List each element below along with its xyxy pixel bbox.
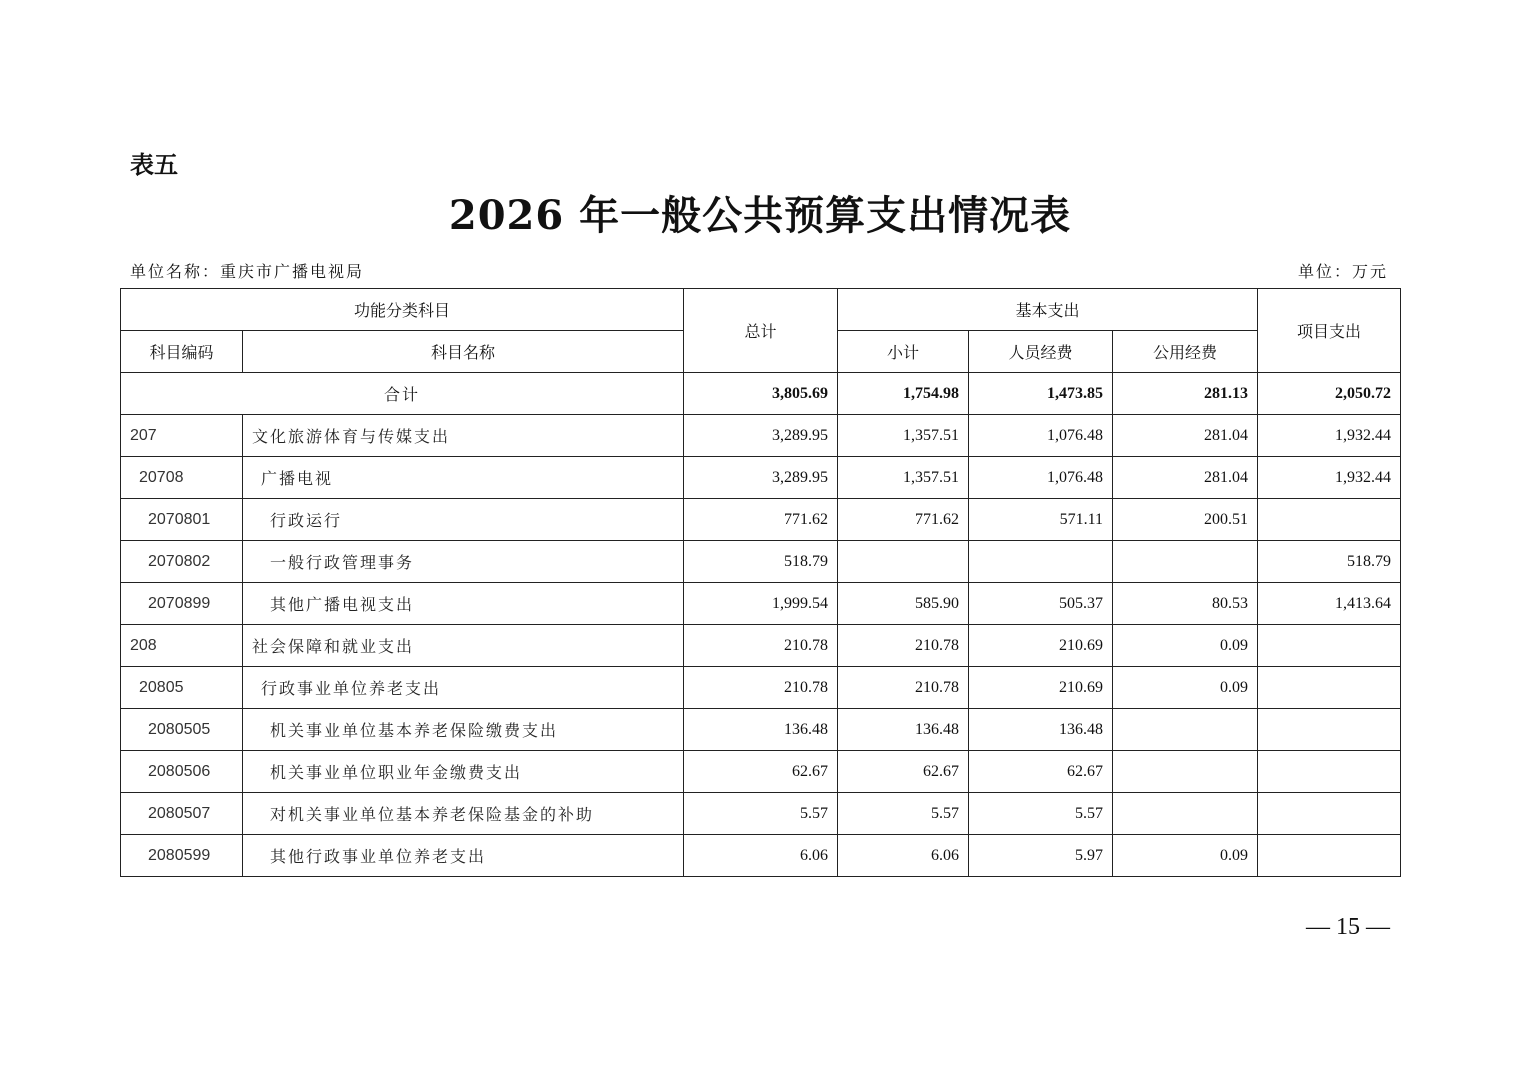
row-total: 771.62 bbox=[684, 499, 838, 541]
row-subtotal: 210.78 bbox=[838, 625, 969, 667]
row-code: 2070801 bbox=[121, 499, 243, 541]
row-code: 208 bbox=[121, 625, 243, 667]
row-name: 对机关事业单位基本养老保险基金的补助 bbox=[243, 793, 684, 835]
row-subtotal: 6.06 bbox=[838, 835, 969, 877]
header-basic-expenditure: 基本支出 bbox=[838, 289, 1258, 331]
row-project: 1,932.44 bbox=[1258, 457, 1401, 499]
header-total: 总计 bbox=[684, 289, 838, 373]
row-public: 0.09 bbox=[1113, 835, 1258, 877]
table-row bbox=[121, 751, 1401, 793]
row-personnel: 5.97 bbox=[969, 835, 1113, 877]
total-row bbox=[121, 373, 1401, 415]
row-public: 0.09 bbox=[1113, 625, 1258, 667]
row-personnel: 571.11 bbox=[969, 499, 1113, 541]
total-subtotal: 1,754.98 bbox=[838, 373, 969, 415]
row-total: 210.78 bbox=[684, 667, 838, 709]
header-functional-category: 功能分类科目 bbox=[121, 289, 684, 331]
row-subtotal bbox=[838, 541, 969, 583]
row-total: 518.79 bbox=[684, 541, 838, 583]
row-code: 20708 bbox=[121, 457, 243, 499]
row-total: 3,289.95 bbox=[684, 457, 838, 499]
row-total: 5.57 bbox=[684, 793, 838, 835]
header-subtotal: 小计 bbox=[838, 331, 969, 373]
row-project: 1,932.44 bbox=[1258, 415, 1401, 457]
row-public bbox=[1113, 751, 1258, 793]
row-code: 2070899 bbox=[121, 583, 243, 625]
table-row bbox=[121, 583, 1401, 625]
row-code: 20805 bbox=[121, 667, 243, 709]
table-row bbox=[121, 835, 1401, 877]
table-label: 表五 bbox=[130, 151, 178, 179]
row-name: 一般行政管理事务 bbox=[243, 541, 684, 583]
row-project bbox=[1258, 625, 1401, 667]
row-project bbox=[1258, 709, 1401, 751]
unit-name: 单位名称：重庆市广播电视局 bbox=[130, 262, 365, 281]
row-subtotal: 585.90 bbox=[838, 583, 969, 625]
row-subtotal: 136.48 bbox=[838, 709, 969, 751]
row-total: 1,999.54 bbox=[684, 583, 838, 625]
row-public: 281.04 bbox=[1113, 415, 1258, 457]
row-total: 6.06 bbox=[684, 835, 838, 877]
row-name: 机关事业单位职业年金缴费支出 bbox=[243, 751, 684, 793]
row-public bbox=[1113, 541, 1258, 583]
header-name: 科目名称 bbox=[243, 331, 684, 373]
row-project bbox=[1258, 793, 1401, 835]
header-public: 公用经费 bbox=[1113, 331, 1258, 373]
row-code: 2070802 bbox=[121, 541, 243, 583]
row-project: 1,413.64 bbox=[1258, 583, 1401, 625]
row-total: 3,289.95 bbox=[684, 415, 838, 457]
row-total: 210.78 bbox=[684, 625, 838, 667]
row-personnel: 210.69 bbox=[969, 667, 1113, 709]
row-name: 文化旅游体育与传媒支出 bbox=[243, 415, 684, 457]
row-project bbox=[1258, 835, 1401, 877]
row-personnel: 62.67 bbox=[969, 751, 1113, 793]
row-name: 其他广播电视支出 bbox=[243, 583, 684, 625]
row-code: 207 bbox=[121, 415, 243, 457]
row-public: 80.53 bbox=[1113, 583, 1258, 625]
row-subtotal: 771.62 bbox=[838, 499, 969, 541]
row-personnel: 5.57 bbox=[969, 793, 1113, 835]
row-personnel: 1,076.48 bbox=[969, 415, 1113, 457]
table-row bbox=[121, 667, 1401, 709]
page-number: — 15 — bbox=[1306, 914, 1390, 940]
row-personnel: 210.69 bbox=[969, 625, 1113, 667]
row-public: 200.51 bbox=[1113, 499, 1258, 541]
row-code: 2080505 bbox=[121, 709, 243, 751]
row-name: 广播电视 bbox=[243, 457, 684, 499]
row-project: 518.79 bbox=[1258, 541, 1401, 583]
row-personnel bbox=[969, 541, 1113, 583]
row-project bbox=[1258, 751, 1401, 793]
row-name: 行政运行 bbox=[243, 499, 684, 541]
total-total: 3,805.69 bbox=[684, 373, 838, 415]
table-row bbox=[121, 709, 1401, 751]
total-personnel: 1,473.85 bbox=[969, 373, 1113, 415]
row-public bbox=[1113, 709, 1258, 751]
row-personnel: 1,076.48 bbox=[969, 457, 1113, 499]
header-personnel: 人员经费 bbox=[969, 331, 1113, 373]
row-name: 其他行政事业单位养老支出 bbox=[243, 835, 684, 877]
table-row bbox=[121, 415, 1401, 457]
row-public: 281.04 bbox=[1113, 457, 1258, 499]
row-public: 0.09 bbox=[1113, 667, 1258, 709]
total-project: 2,050.72 bbox=[1258, 373, 1401, 415]
total-label: 合计 bbox=[121, 373, 684, 415]
budget-table bbox=[120, 288, 1401, 877]
row-code: 2080507 bbox=[121, 793, 243, 835]
currency-unit: 单位：万元 bbox=[1297, 262, 1388, 281]
row-total: 136.48 bbox=[684, 709, 838, 751]
header-project-expenditure: 项目支出 bbox=[1258, 289, 1401, 373]
row-subtotal: 210.78 bbox=[838, 667, 969, 709]
row-code: 2080506 bbox=[121, 751, 243, 793]
row-subtotal: 1,357.51 bbox=[838, 457, 969, 499]
row-public bbox=[1113, 793, 1258, 835]
row-personnel: 136.48 bbox=[969, 709, 1113, 751]
row-name: 行政事业单位养老支出 bbox=[243, 667, 684, 709]
header-code: 科目编码 bbox=[121, 331, 243, 373]
row-project bbox=[1258, 499, 1401, 541]
row-name: 社会保障和就业支出 bbox=[243, 625, 684, 667]
table-row bbox=[121, 457, 1401, 499]
table-row bbox=[121, 625, 1401, 667]
table-row bbox=[121, 793, 1401, 835]
row-personnel: 505.37 bbox=[969, 583, 1113, 625]
table-row bbox=[121, 541, 1401, 583]
total-public: 281.13 bbox=[1113, 373, 1258, 415]
row-project bbox=[1258, 667, 1401, 709]
row-subtotal: 5.57 bbox=[838, 793, 969, 835]
row-subtotal: 1,357.51 bbox=[838, 415, 969, 457]
row-name: 机关事业单位基本养老保险缴费支出 bbox=[243, 709, 684, 751]
document-title: 2026 年一般公共预算支出情况表 bbox=[448, 192, 1072, 239]
row-total: 62.67 bbox=[684, 751, 838, 793]
row-code: 2080599 bbox=[121, 835, 243, 877]
table-row bbox=[121, 499, 1401, 541]
row-subtotal: 62.67 bbox=[838, 751, 969, 793]
